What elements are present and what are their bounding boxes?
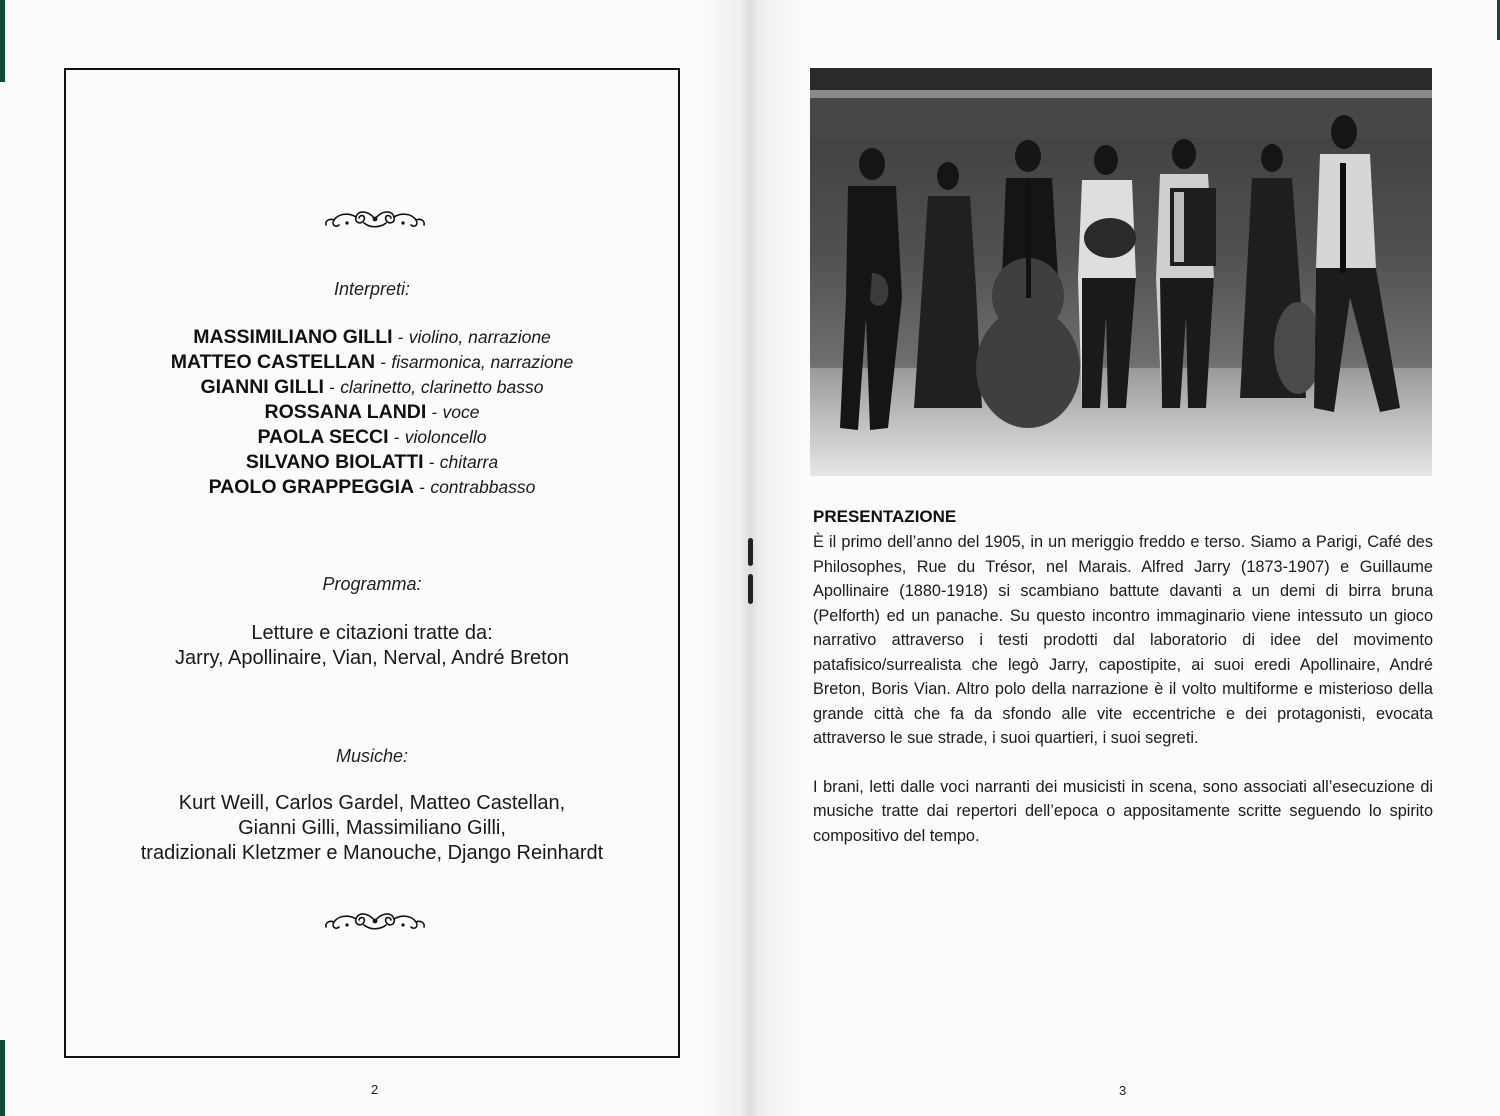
performer-row bbox=[64, 350, 680, 375]
music-line: tradizionali Kletzmer e Manouche, Django Reinhardt bbox=[140, 842, 604, 864]
music-text bbox=[64, 791, 680, 866]
separator: - bbox=[431, 403, 438, 422]
program-line: Letture e citazioni tratte da: bbox=[251, 622, 493, 644]
performer-name: MATTEO CASTELLAN bbox=[170, 351, 376, 373]
performer-role: violino, narrazione bbox=[408, 327, 551, 347]
performer-name: GIANNI GILLI bbox=[200, 376, 324, 398]
section-title: PRESENTAZIONE bbox=[813, 507, 957, 526]
paragraph: È il primo dell’anno del 1905, in un meriggio freddo e terso. Siamo a Parigi, Café des Philosophes, Rue du Trésor, nel Marais. Alfred Jarry (1873-1907) e Guillaume Apollinaire (1880-1918) si scambiano battute davanti a un demi di birra bruna (Pelforth) ed un panache. Su questo incontro immaginario viene intessuto un gioco narrativo attraverso i testi prodotti dal laboratorio di idee del movimento patafisico/surrealista che legò Jarry, capostipite, ai suoi eredi Apollinaire, André Breton, Boris Vian. Altro polo della narrazione è il volto multiforme e misterioso della grande città che fa da sfondo alle vite eccentriche e dei protagonisti, evocata attraverso le sue strade, i suoi quartieri, i suoi segreti. bbox=[813, 533, 1433, 747]
performer-role: clarinetto, clarinetto basso bbox=[340, 377, 544, 397]
staple bbox=[748, 574, 753, 604]
program-line: Jarry, Apollinaire, Vian, Nerval, André Breton bbox=[175, 647, 569, 669]
page-number: 3 bbox=[1119, 1083, 1127, 1098]
page-number: 2 bbox=[371, 1082, 379, 1097]
separator: - bbox=[397, 328, 404, 347]
scan-edge bbox=[0, 0, 5, 82]
presentation-body bbox=[813, 530, 1433, 848]
music-line: Gianni Gilli, Massimiliano Gilli, bbox=[238, 817, 506, 839]
ornament-flourish-icon bbox=[320, 206, 430, 232]
interpreters-heading: Interpreti: bbox=[333, 279, 411, 299]
separator: - bbox=[428, 453, 435, 472]
program-heading: Programma: bbox=[322, 574, 422, 594]
scan-edge bbox=[0, 1040, 5, 1116]
separator: - bbox=[380, 353, 387, 372]
performer-role: voce bbox=[442, 402, 480, 422]
performer-row bbox=[64, 400, 680, 425]
performer-role: contrabbasso bbox=[430, 477, 536, 497]
performer-name: PAOLA SECCI bbox=[257, 426, 389, 448]
performer-role: violoncello bbox=[404, 427, 487, 447]
music-line: Kurt Weill, Carlos Gardel, Matteo Castellan, bbox=[178, 792, 566, 814]
performer-name: MASSIMILIANO GILLI bbox=[193, 326, 393, 348]
performer-row bbox=[64, 450, 680, 475]
performer-row bbox=[64, 375, 680, 400]
ensemble-photo bbox=[810, 68, 1432, 476]
performer-row bbox=[64, 425, 680, 450]
paragraph: I brani, letti dalle voci narranti dei musicisti in scena, sono associati all’esecuzione di musiche tratte dai repertori dell’epoca o appositamente scritte seguendo lo spirito compositivo del tempo. bbox=[813, 777, 1433, 845]
performer-row bbox=[64, 325, 680, 350]
performer-role: fisarmonica, narrazione bbox=[391, 352, 574, 372]
staple bbox=[748, 538, 753, 566]
ornament-flourish-icon bbox=[320, 908, 430, 934]
program-text bbox=[64, 621, 680, 671]
music-heading: Musiche: bbox=[335, 746, 409, 766]
separator: - bbox=[329, 378, 335, 397]
separator: - bbox=[393, 428, 400, 447]
performer-role: chitarra bbox=[439, 452, 499, 472]
performer-row bbox=[64, 475, 680, 500]
separator: - bbox=[419, 478, 426, 497]
performer-name: PAOLO GRAPPEGGIA bbox=[208, 476, 415, 498]
performer-list bbox=[64, 325, 680, 500]
performer-name: SILVANO BIOLATTI bbox=[245, 451, 424, 473]
performer-name: ROSSANA LANDI bbox=[264, 401, 427, 423]
